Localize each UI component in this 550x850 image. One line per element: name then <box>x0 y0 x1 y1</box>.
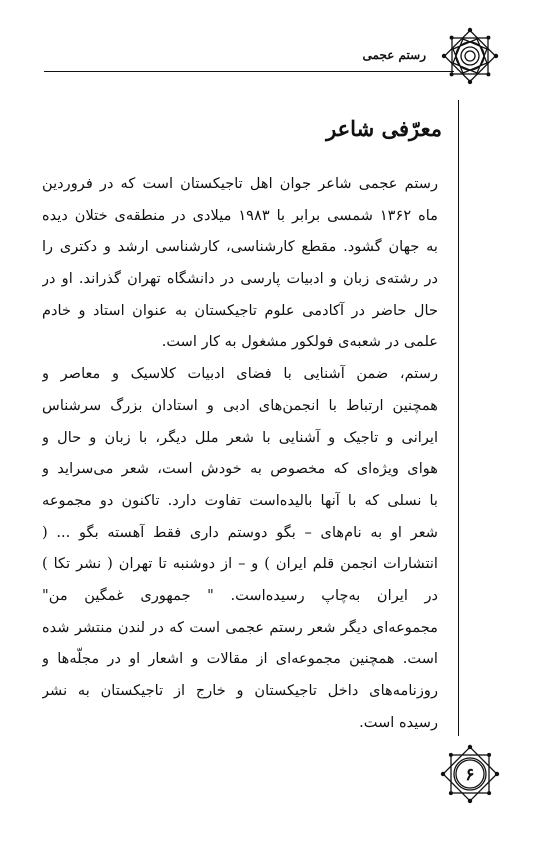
text-line: مجموعه‌ای دیگر شعر رستم عجمی است که در لندن منتشر شده <box>42 618 438 636</box>
text-line: روزنامه‌های داخل تاجیکستان و خارج از تاجیکستان به نشر <box>42 682 438 699</box>
text-line: در ایران به‌چاپ رسیده‌است. " جمهوری غمگین من" <box>42 586 438 604</box>
text-line: شعر او به نام‌های – بگو دوستم داری فقط آهسته بگو ... ( <box>42 523 438 541</box>
text-line: رستم عجمی شاعر جوان اهل تاجیکستان است که در فروردین <box>42 175 438 192</box>
page-number: ۶ <box>465 765 475 785</box>
margin-rule <box>458 100 459 736</box>
text-line: حال حاضر در آکادمی علوم تاجیکستان به عنوان استاد و خادم <box>42 301 438 319</box>
text-line: ایرانی و تاجیک و آشنایی با شعر ملل دیگر، با زبان و حال و <box>42 428 438 446</box>
text-line: همچنین ارتباط با انجمن‌های ادبی و استادان بزرگ سرشناس <box>42 396 438 414</box>
body-text <box>42 168 438 738</box>
running-header-title: رستم عجمی <box>362 48 426 62</box>
header-rule <box>44 71 454 72</box>
text-line: علمی در شعبه‌ی فولکور مشغول به کار است. <box>161 333 438 351</box>
text-line: رستم، ضمن آشنایی با فضای ادبیات کلاسیک و معاصر و <box>42 365 438 383</box>
text-line: با نسلی که با آنها بالیده‌است تفاوت دارد. تاکنون دو مجموعه <box>42 491 438 509</box>
text-line: ماه ۱۳۶۲ شمسی برابر با ۱۹۸۳ میلادی در منطقه‌ی ختلان دیده <box>42 206 438 224</box>
text-line: به جهان گشود. مقطع کارشناسی، کارشناسی ارشد و دکتری را <box>42 238 438 256</box>
text-line: هوای ویژه‌ای که مخصوص به خودش است، شعر می‌سراید و <box>42 460 438 478</box>
text-line: رسیده است. <box>359 713 438 731</box>
section-title: معرّفی شاعر <box>326 116 442 141</box>
text-line: است. همچنین مجموعه‌ای از مقالات و اشعار او در مجلّه‌ها و <box>42 650 438 668</box>
text-line: انتشارات انجمن قلم ایران ) و – از دوشنبه تا تهران ( نشر تکا ) <box>42 555 438 573</box>
text-line: در رشته‌ی زبان و ادبیات پارسی در دانشگاه تهران گذراند. او در <box>42 270 438 288</box>
rosette-ornament-icon <box>438 24 502 88</box>
